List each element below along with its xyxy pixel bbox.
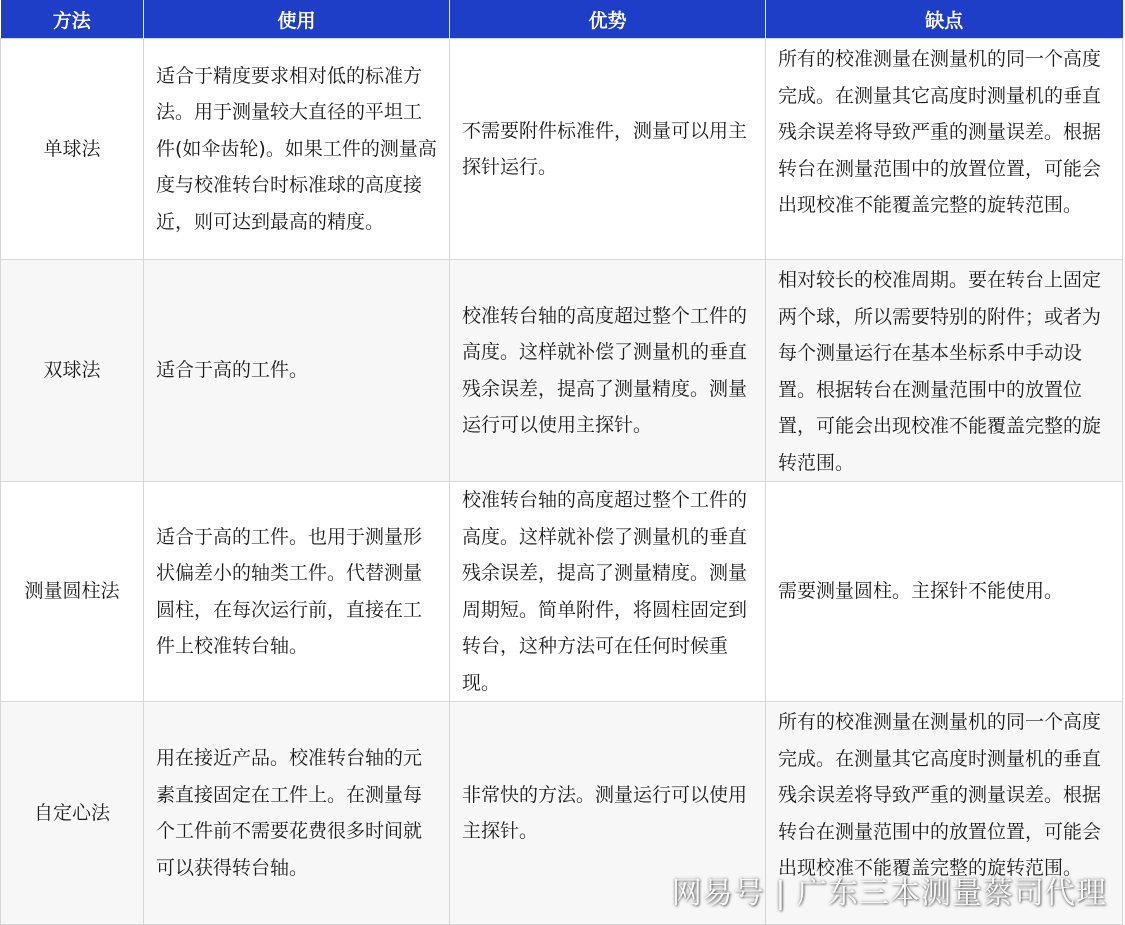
cell-use: 适合于高的工件。也用于测量形状偏差小的轴类工件。代替测量圆柱，在每次运行前，直接在工件上校准转台轴。 <box>144 482 450 702</box>
watermark: 网易号 | 广东三本测量蔡司代理 <box>671 876 1107 911</box>
cell-advantage: 非常快的方法。测量运行可以使用主探针。 <box>450 702 766 925</box>
header-disadvantage: 缺点 <box>766 0 1123 39</box>
cell-advantage: 校准转台轴的高度超过整个工件的高度。这样就补偿了测量机的垂直残余误差，提高了测量精度。测量运行可以使用主探针。 <box>450 260 766 482</box>
header-method: 方法 <box>1 0 144 39</box>
cell-advantage: 不需要附件标准件，测量可以用主探针运行。 <box>450 39 766 260</box>
table-row <box>1 39 1123 260</box>
cell-use: 用在接近产品。校准转台轴的元素直接固定在工件上。在测量每个工件前不需要花费很多时间就可以获得转台轴。 <box>144 702 450 925</box>
cell-method: 自定心法 <box>1 702 144 925</box>
header-use: 使用 <box>144 0 450 39</box>
header-row <box>1 0 1123 39</box>
header-advantage: 优势 <box>450 0 766 39</box>
cell-advantage: 校准转台轴的高度超过整个工件的高度。这样就补偿了测量机的垂直残余误差，提高了测量精度。测量周期短。简单附件，将圆柱固定到转台，这种方法可在任何时候重现。 <box>450 482 766 702</box>
table-row <box>1 260 1123 482</box>
cell-disadvantage: 需要测量圆柱。主探针不能使用。 <box>766 482 1123 702</box>
cell-disadvantage: 所有的校准测量在测量机的同一个高度完成。在测量其它高度时测量机的垂直残余误差将导致严重的测量误差。根据转台在测量范围中的放置位置，可能会出现校准不能覆盖完整的旋转范围。 <box>766 39 1123 260</box>
cell-method: 双球法 <box>1 260 144 482</box>
table-row <box>1 482 1123 702</box>
cell-use: 适合于精度要求相对低的标准方法。用于测量较大直径的平坦工件(如伞齿轮)。如果工件的测量高度与校准转台时标准球的高度接近，则可达到最高的精度。 <box>144 39 450 260</box>
cell-disadvantage: 所有的校准测量在测量机的同一个高度完成。在测量其它高度时测量机的垂直残余误差将导致严重的测量误差。根据转台在测量范围中的放置位置，可能会出现校准不能覆盖完整的旋转范围。 <box>766 702 1123 925</box>
cell-use: 适合于高的工件。 <box>144 260 450 482</box>
cell-method: 测量圆柱法 <box>1 482 144 702</box>
cell-method: 单球法 <box>1 39 144 260</box>
cell-disadvantage: 相对较长的校准周期。要在转台上固定两个球，所以需要特别的附件；或者为每个测量运行在基本坐标系中手动设置。根据转台在测量范围中的放置位置，可能会出现校准不能覆盖完整的旋转范围。 <box>766 260 1123 482</box>
